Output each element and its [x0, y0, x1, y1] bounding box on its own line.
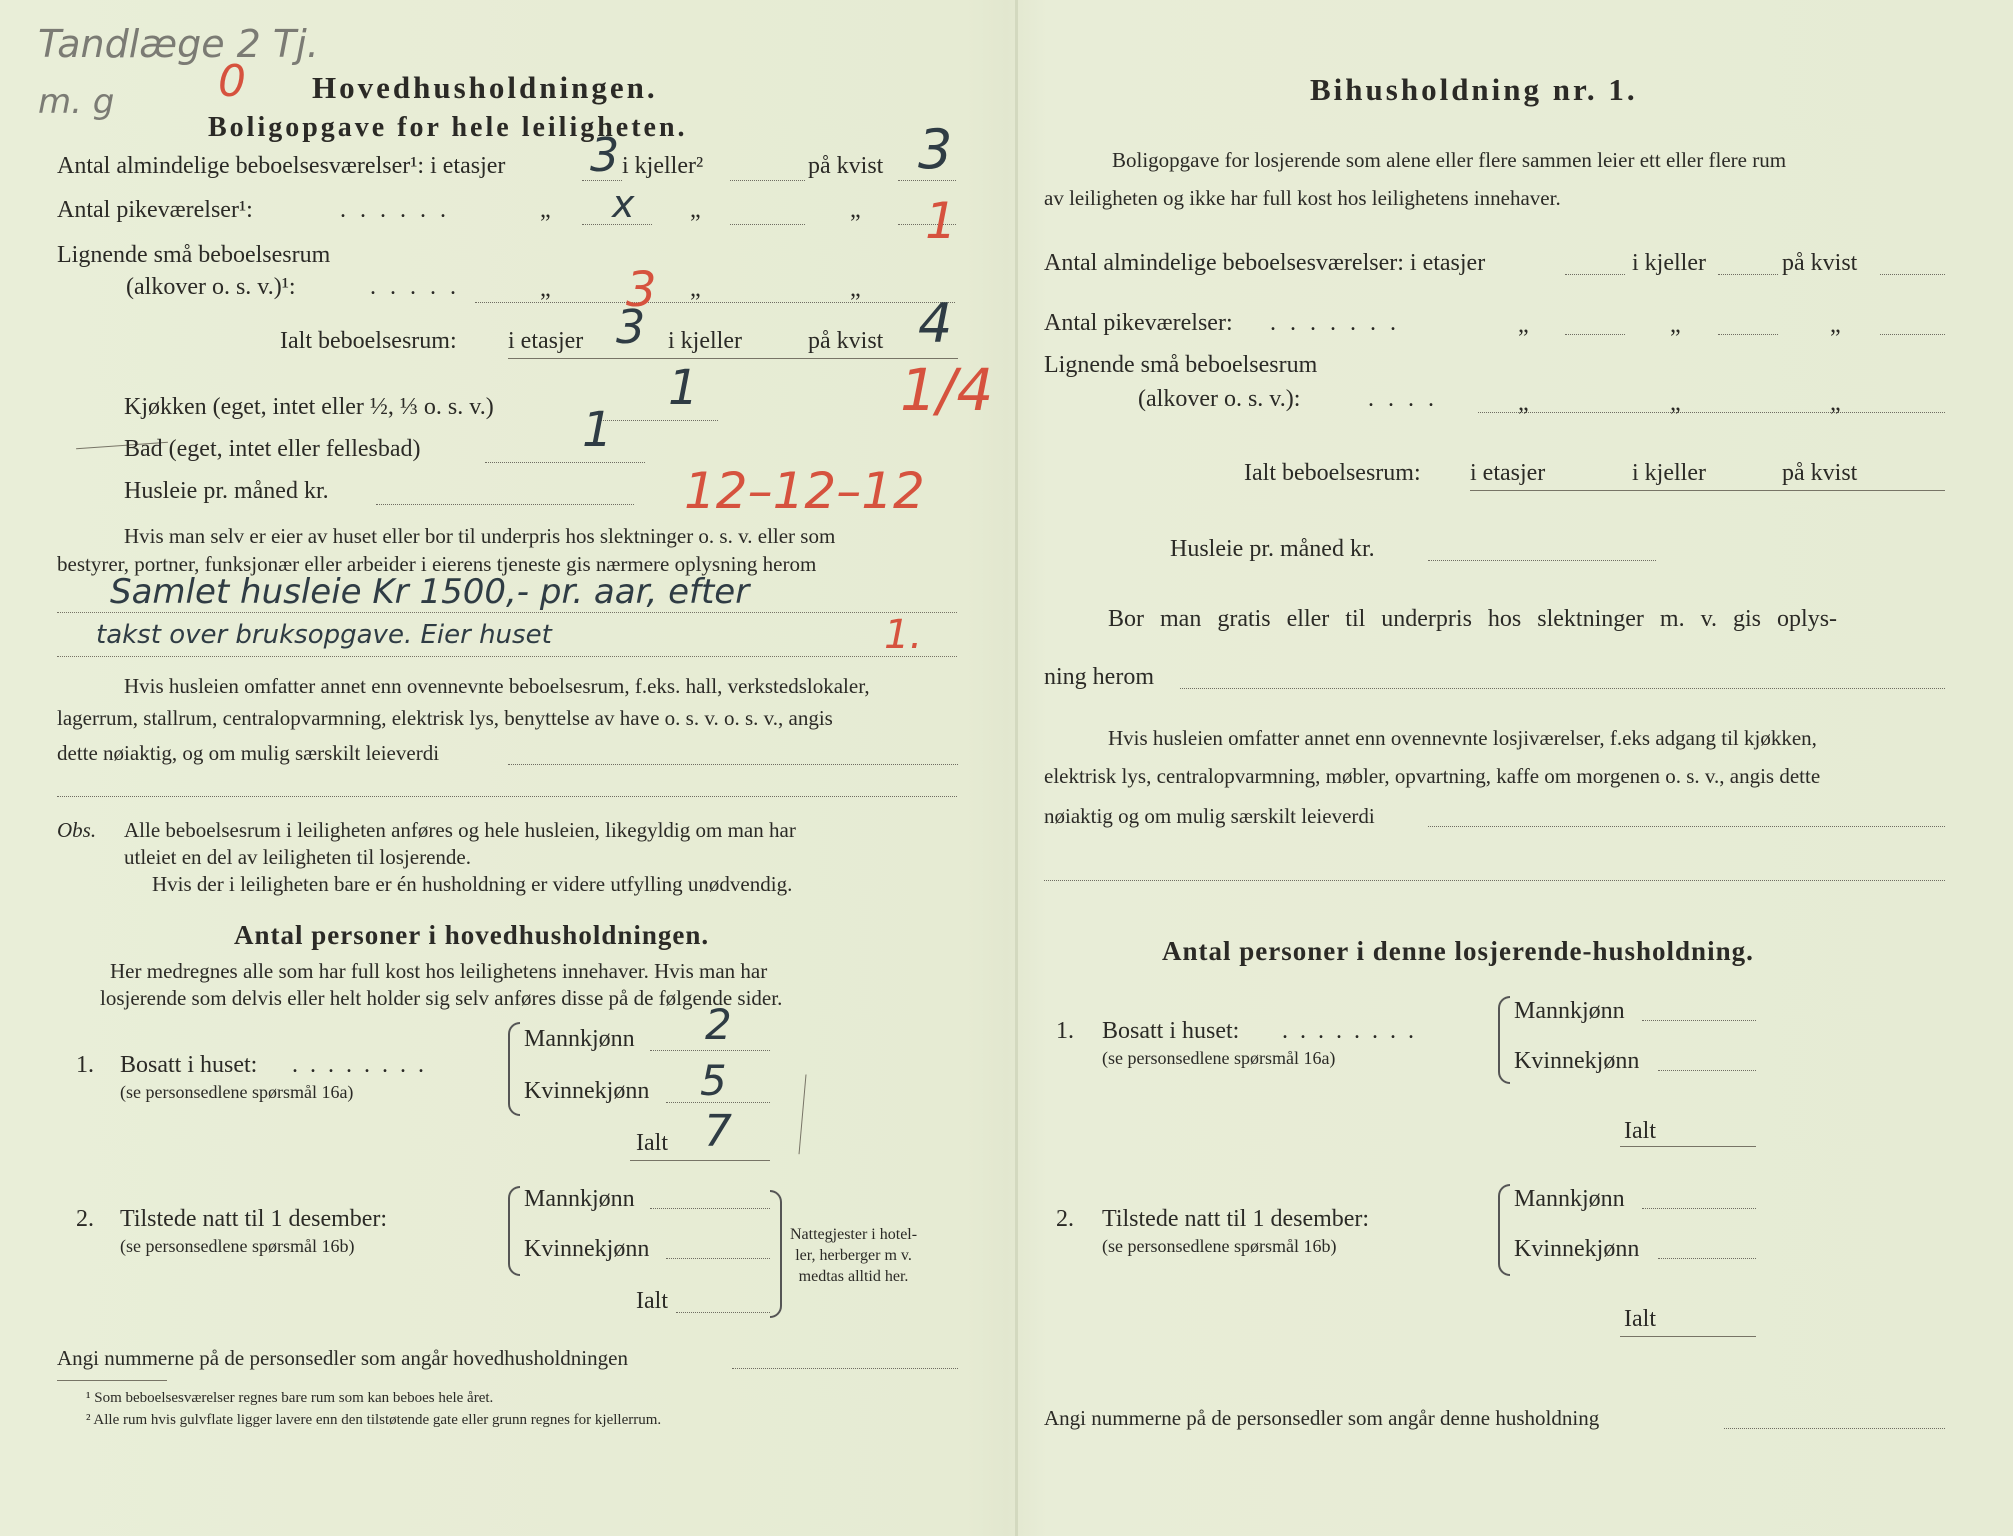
right-total-kjeller: i kjeller: [1632, 460, 1706, 486]
right-q2-label: Tilstede natt til 1 desember:: [1102, 1206, 1370, 1232]
left-q1-ialt: Ialt: [636, 1130, 668, 1156]
right-row1-kvist: på kvist: [1782, 250, 1858, 276]
kitchen-label: Kjøkken (eget, intet eller ½, ⅓ o. s. v.): [124, 394, 494, 420]
rooms-row3-etasjer-value: 3: [626, 262, 657, 318]
includes-text-line-2: lagerrum, stallrum, centralopvarmning, elektrisk lys, benyttelse av have o. s. v. o. s. v., angis: [57, 706, 833, 730]
right-q1-brace: [1498, 996, 1510, 1084]
rooms-total-red-value: 1/4: [900, 356, 994, 424]
right-row3-quote-1: „: [1518, 390, 1529, 416]
rooms-row1-kvist: på kvist: [808, 153, 884, 179]
left-q2-label: Tilstede natt til 1 desember:: [120, 1206, 388, 1232]
rooms-row3-quote-2: „: [690, 276, 701, 302]
left-persons-title: Antal personer i hovedhusholdningen.: [234, 920, 710, 950]
left-q2-note: [790, 1224, 917, 1287]
rooms-row3-label-a: Lignende små beboelsesrum: [57, 242, 331, 268]
right-row2-quote-2: „: [1670, 312, 1681, 338]
includes-text-line-1: Hvis husleien omfatter annet enn ovennevnte beboelsesrum, f.eks. hall, verkstedslokaler,: [124, 674, 870, 698]
right-row2-label: Antal pikeværelser:: [1044, 310, 1233, 336]
obs-label: Obs.: [57, 818, 97, 842]
pencil-note-1: Tandlæge 2 Tj.: [38, 22, 319, 66]
obs-text-line-1: Alle beboelsesrum i leiligheten anføres og hele husleien, likegyldig om man har: [124, 818, 796, 842]
right-q1-dots: . . . . . . . .: [1282, 1018, 1417, 1044]
right-includes-line-2: elektrisk lys, centralopvarmning, møbler, opvartning, kaffe om morgenen o. s. v., angis dette: [1044, 764, 1821, 788]
right-total-label: Ialt beboelsesrum:: [1244, 460, 1421, 486]
rooms-row2-quote-1: „: [540, 197, 551, 223]
right-title: Bihusholdning nr. 1.: [1310, 72, 1638, 107]
right-row3-label-a: Lignende små beboelsesrum: [1044, 352, 1318, 378]
right-q1-mann: Mannkjønn: [1514, 998, 1625, 1024]
obs-text-line-3: Hvis der i leiligheten bare er én husholdning er videre utfylling unødvendig.: [152, 872, 793, 896]
left-q2-brace: [508, 1186, 520, 1276]
right-gratis-line-2: ning herom: [1044, 664, 1154, 690]
right-q1-sub: (se personsedlene spørsmål 16a): [1102, 1048, 1336, 1068]
rooms-total-kvist-value: 4: [918, 292, 953, 355]
left-q2-ialt: Ialt: [636, 1288, 668, 1314]
handwritten-note-line-1: Samlet husleie Kr 1500,- pr. aar, efter: [110, 572, 750, 612]
right-intro-line-1: Boligopgave for losjerende som alene eller flere sammen leier ett eller flere rum: [1112, 148, 1787, 172]
rent-value: 12–12–12: [684, 462, 925, 520]
left-numbers-label: Angi nummerne på de personsedler som angår hovedhusholdningen: [57, 1346, 628, 1370]
rooms-row2-quote-3: „: [850, 197, 861, 223]
rooms-row1-kvist-value: 3: [918, 118, 953, 181]
red-zero-mark: 0: [218, 56, 246, 107]
rent-label: Husleie pr. måned kr.: [124, 478, 329, 504]
left-q1-num: 1.: [76, 1052, 94, 1078]
left-persons-text-2: losjerende som delvis eller helt holder sig selv anføres disse på de følgende sider.: [100, 986, 783, 1010]
left-q1-kvinne-value: 5: [700, 1056, 727, 1105]
left-q1-brace: [508, 1022, 520, 1116]
right-row3-dots: . . . .: [1368, 386, 1438, 412]
right-row2-quote-1: „: [1518, 312, 1529, 338]
rooms-row1-etasjer-value: 3: [590, 128, 620, 182]
left-q1-label: Bosatt i huset:: [120, 1052, 258, 1078]
right-row3-quote-2: „: [1670, 390, 1681, 416]
rooms-total-etasjer-value: 3: [616, 300, 646, 354]
bath-value: 1: [582, 402, 613, 458]
rooms-total-kvist: på kvist: [808, 328, 884, 354]
right-total-kvist: på kvist: [1782, 460, 1858, 486]
left-q2-note-line-2: ler, herberger m v.: [795, 1247, 912, 1264]
rooms-row2-kvist-value: 1: [925, 192, 957, 250]
owner-text-line-2: bestyrer, portner, funksjonær eller arbeider i eierens tjeneste gis nærmere oplysning herom: [57, 552, 817, 576]
right-q2-mann: Mannkjønn: [1514, 1186, 1625, 1212]
rooms-row2-dots: . . . . . .: [340, 197, 450, 223]
right-row1-label: Antal almindelige beboelsesværelser: i etasjer: [1044, 250, 1486, 276]
left-q2-kvinne: Kvinnekjønn: [524, 1236, 650, 1262]
right-row2-dots: . . . . . . .: [1270, 310, 1400, 336]
left-title: Hovedhusholdningen.: [312, 70, 658, 105]
rooms-row3-quote-1: „: [540, 276, 551, 302]
rooms-row3-dots: . . . . .: [370, 274, 460, 300]
left-q2-note-line-1: Nattegjester i hotel-: [790, 1226, 918, 1243]
right-persons-title: Antal personer i denne losjerende-husholdning.: [1162, 936, 1754, 966]
rooms-total-kjeller: i kjeller: [668, 328, 742, 354]
rooms-row1-kjeller: i kjeller²: [622, 153, 704, 179]
left-q2-num: 2.: [76, 1206, 94, 1232]
left-q2-mann: Mannkjønn: [524, 1186, 635, 1212]
right-q1-label: Bosatt i huset:: [1102, 1018, 1240, 1044]
rooms-total-label: Ialt beboelsesrum:: [280, 328, 457, 354]
right-row2-quote-3: „: [1830, 312, 1841, 338]
handwritten-note-line-2: takst over bruksopgave. Eier huset: [96, 620, 552, 650]
footnote-2: ² Alle rum hvis gulvflate ligger lavere enn den tilstøtende gate eller grunn regnes for kjellerrum.: [86, 1412, 662, 1428]
rooms-row1-label: Antal almindelige beboelsesværelser¹: i etasjer: [57, 153, 506, 179]
right-q2-brace: [1498, 1184, 1510, 1276]
left-q1-sub: (se personsedlene spørsmål 16a): [120, 1082, 354, 1102]
right-q1-ialt: Ialt: [1624, 1118, 1656, 1144]
right-q2-num: 2.: [1056, 1206, 1074, 1232]
handwritten-red-mark: 1.: [884, 612, 923, 658]
left-q2-sub: (se personsedlene spørsmål 16b): [120, 1236, 355, 1256]
right-q2-sub: (se personsedlene spørsmål 16b): [1102, 1236, 1337, 1256]
rooms-row3-quote-3: „: [850, 276, 861, 302]
left-q1-kvinne: Kvinnekjønn: [524, 1078, 650, 1104]
right-intro-line-2: av leiligheten og ikke har full kost hos leilighetens innehaver.: [1044, 186, 1561, 210]
right-row3-quote-3: „: [1830, 390, 1841, 416]
right-q2-kvinne: Kvinnekjønn: [1514, 1236, 1640, 1262]
bath-label: Bad (eget, intet eller fellesbad): [124, 436, 421, 462]
left-persons-text-1: Her medregnes alle som har full kost hos leilighetens innehaver. Hvis man har: [110, 959, 768, 983]
right-row3-label-b: (alkover o. s. v.):: [1138, 386, 1301, 412]
right-includes-line-3: nøiaktig og om mulig særskilt leieverdi: [1044, 804, 1375, 828]
obs-text-line-2: utleiet en del av leiligheten til losjerende.: [124, 845, 471, 869]
left-q1-mann-value: 2: [705, 1000, 732, 1049]
left-q2-note-line-3: medtas alltid her.: [798, 1268, 909, 1285]
rooms-row2-etasjer-value: x: [612, 182, 635, 226]
rooms-row2-label: Antal pikeværelser¹:: [57, 197, 253, 223]
rooms-total-etasjer: i etasjer: [508, 328, 584, 354]
left-q1-dots: . . . . . . . .: [292, 1052, 427, 1078]
left-q1-mann: Mannkjønn: [524, 1026, 635, 1052]
left-q2-brace-right: [770, 1190, 782, 1318]
right-q2-ialt: Ialt: [1624, 1306, 1656, 1332]
pencil-note-2: m. g: [38, 82, 115, 122]
rooms-row2-quote-2: „: [690, 197, 701, 223]
rooms-row3-label-b: (alkover o. s. v.)¹:: [126, 274, 296, 300]
page-fold: [1015, 0, 1018, 1536]
right-total-etasjer: i etasjer: [1470, 460, 1546, 486]
right-rent-label: Husleie pr. måned kr.: [1170, 536, 1375, 562]
right-q1-num: 1.: [1056, 1018, 1074, 1044]
owner-text-line-1: Hvis man selv er eier av huset eller bor til underpris hos slektninger o. s. v. eller som: [124, 524, 836, 548]
includes-text-line-3: dette nøiaktig, og om mulig særskilt leieverdi: [57, 741, 440, 765]
right-includes-line-1: Hvis husleien omfatter annet enn ovennevnte losjiværelser, f.eks adgang til kjøkken,: [1108, 726, 1817, 750]
right-q1-kvinne: Kvinnekjønn: [1514, 1048, 1640, 1074]
left-subtitle: Boligopgave for hele leiligheten.: [208, 112, 688, 143]
kitchen-value: 1: [668, 360, 699, 416]
right-row1-kjeller: i kjeller: [1632, 250, 1706, 276]
footnote-1: ¹ Som beboelsesværelser regnes bare rum som kan beboes hele året.: [86, 1390, 494, 1406]
left-q1-ialt-value: 7: [704, 1106, 732, 1157]
right-numbers-label: Angi nummerne på de personsedler som angår denne husholdning: [1044, 1406, 1600, 1430]
right-gratis-line-1: Bor man gratis eller til underpris hos slektninger m. v. gis oplys-: [1108, 606, 1838, 632]
